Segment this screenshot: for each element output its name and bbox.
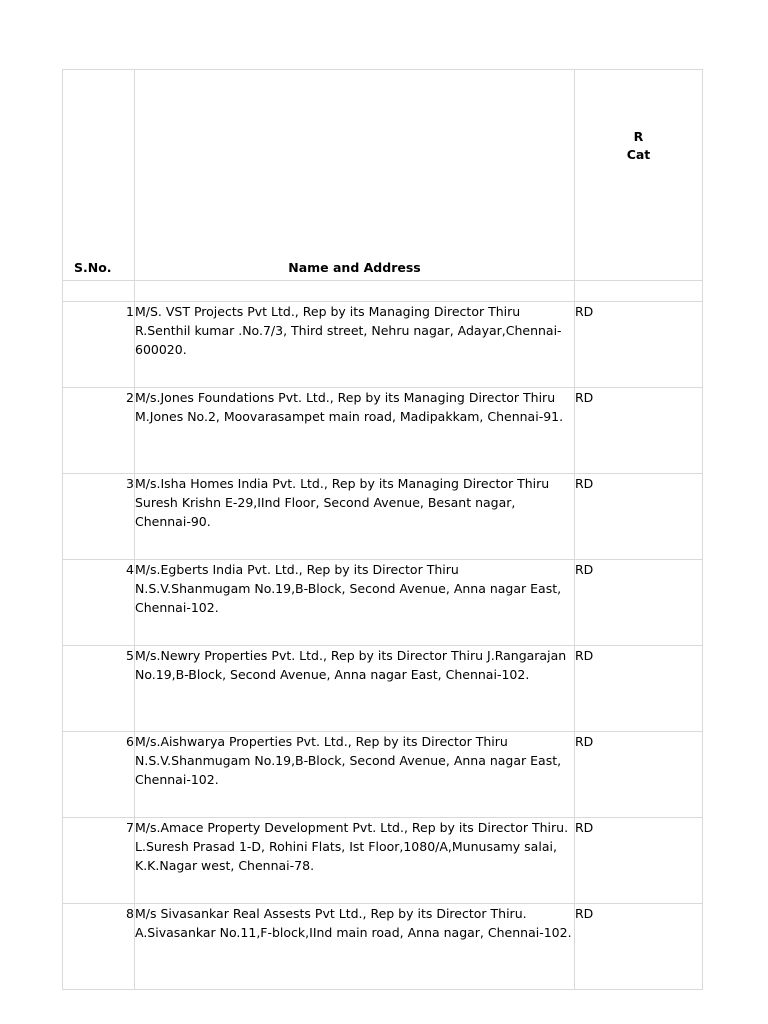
row-name-address: M/s.Egberts India Pvt. Ltd., Rep by its Director Thiru N.S.V.Shanmugam No.19,B-Block, Second Avenue, Anna nagar East, Chennai-102. [135, 560, 575, 646]
header-sno: S.No. [63, 70, 135, 281]
header-category-line1: R [633, 129, 644, 144]
row-name-address: M/s.Amace Property Development Pvt. Ltd., Rep by its Director Thiru. L.Suresh Prasad 1-D, Rohini Flats, Ist Floor,1080/A,Munusamy salai, K.K.Nagar west, Chennai-78. [135, 818, 575, 904]
row-category: RD [575, 818, 703, 904]
table-row [63, 560, 703, 646]
row-category: RD [575, 904, 703, 990]
header-category [575, 70, 703, 281]
row-category: RD [575, 302, 703, 388]
table-row [63, 646, 703, 732]
row-category: RD [575, 732, 703, 818]
row-category: RD [575, 646, 703, 732]
row-name-address: M/s.Aishwarya Properties Pvt. Ltd., Rep by its Director Thiru N.S.V.Shanmugam No.19,B-Block, Second Avenue, Anna nagar East, Chennai-102. [135, 732, 575, 818]
row-sno: 7 [63, 818, 135, 904]
row-category: RD [575, 560, 703, 646]
row-name-address: M/s.Isha Homes India Pvt. Ltd., Rep by its Managing Director Thiru Suresh Krishn E-29,IInd Floor, Second Avenue, Besant nagar, Chennai-90. [135, 474, 575, 560]
row-name-address: M/S. VST Projects Pvt Ltd., Rep by its Managing Director Thiru R.Senthil kumar .No.7/3, Third street, Nehru nagar, Adayar,Chennai-600020. [135, 302, 575, 388]
row-sno: 5 [63, 646, 135, 732]
registration-table [62, 69, 703, 990]
row-category: RD [575, 474, 703, 560]
row-name-address: M/s.Newry Properties Pvt. Ltd., Rep by its Director Thiru J.Rangarajan No.19,B-Block, Second Avenue, Anna nagar East, Chennai-102. [135, 646, 575, 732]
row-sno: 2 [63, 388, 135, 474]
row-sno: 6 [63, 732, 135, 818]
header-category-line2: Cat [626, 147, 651, 162]
header-row [63, 70, 703, 281]
table-row [63, 474, 703, 560]
table-row [63, 732, 703, 818]
row-category: RD [575, 388, 703, 474]
row-sno: 4 [63, 560, 135, 646]
row-sno: 1 [63, 302, 135, 388]
row-sno: 8 [63, 904, 135, 990]
table-row [63, 818, 703, 904]
spacer-row [63, 281, 703, 302]
table-row [63, 302, 703, 388]
row-sno: 3 [63, 474, 135, 560]
row-name-address: M/s.Jones Foundations Pvt. Ltd., Rep by its Managing Director Thiru M.Jones No.2, Moovarasampet main road, Madipakkam, Chennai-91. [135, 388, 575, 474]
header-name-address: Name and Address [135, 70, 575, 281]
row-name-address: M/s Sivasankar Real Assests Pvt Ltd., Rep by its Director Thiru. A.Sivasankar No.11,F-block,IInd main road, Anna nagar, Chennai-102. [135, 904, 575, 990]
table-row [63, 904, 703, 990]
table-row [63, 388, 703, 474]
